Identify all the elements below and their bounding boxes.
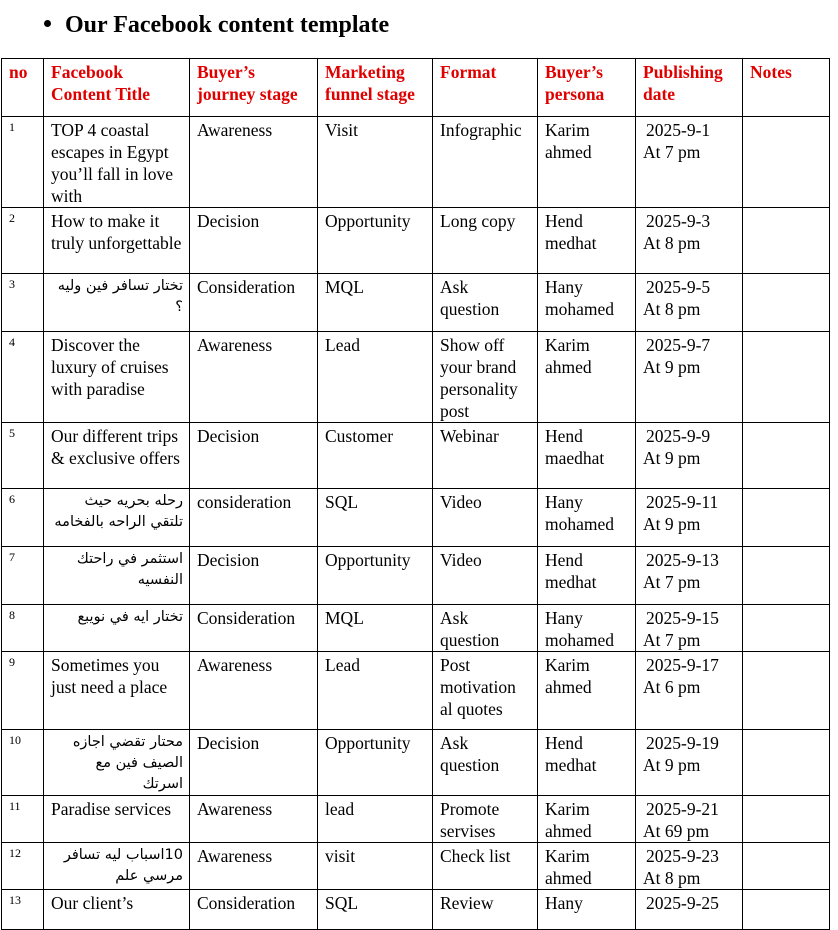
content-title-cell: How to make it truly unforgettable: [44, 208, 190, 274]
content-title-text: 10اسباب ليه تسافر مرسي علم: [63, 847, 183, 884]
notes-cell: [743, 843, 830, 890]
journey-stage-cell: Consideration: [190, 890, 318, 930]
table-row: [2, 605, 830, 652]
publish-time: At 7 pm: [643, 572, 701, 592]
persona-cell: Hany: [538, 890, 636, 930]
publishing-date-cell: [636, 605, 743, 652]
notes-cell: [743, 652, 830, 730]
header-row: [2, 59, 830, 117]
funnel-stage-cell: Opportunity: [318, 208, 433, 274]
persona-cell: Hend maedhat: [538, 423, 636, 489]
persona-cell: Hend medhat: [538, 547, 636, 605]
content-title-cell: [44, 489, 190, 547]
row-number-cell: 13: [2, 890, 44, 930]
journey-stage-cell: Awareness: [190, 796, 318, 843]
format-cell: Ask question: [433, 605, 538, 652]
format-cell: Check list: [433, 843, 538, 890]
notes-cell: [743, 208, 830, 274]
journey-stage-cell: Decision: [190, 730, 318, 796]
col-header-no: no: [2, 59, 44, 117]
funnel-stage-cell: SQL: [318, 890, 433, 930]
funnel-stage-cell: Customer: [318, 423, 433, 489]
content-title-text: تختار ايه في نويبع: [77, 609, 183, 625]
journey-stage-cell: Awareness: [190, 843, 318, 890]
persona-cell: Hany mohamed: [538, 605, 636, 652]
publish-time: At 6 pm: [643, 677, 701, 697]
publish-time: At 8 pm: [643, 868, 701, 888]
persona-cell: Hany mohamed: [538, 274, 636, 332]
publish-time: At 9 pm: [643, 448, 701, 468]
journey-stage-cell: Consideration: [190, 605, 318, 652]
funnel-stage-cell: MQL: [318, 274, 433, 332]
publish-date: 2025-9-9: [646, 426, 711, 446]
format-cell: Long copy: [433, 208, 538, 274]
persona-cell: Karim ahmed: [538, 796, 636, 843]
col-header-journey: Buyer’s journey stage: [190, 59, 318, 117]
table-row: [2, 890, 830, 930]
table-body: [2, 117, 830, 930]
table-row: [2, 208, 830, 274]
funnel-stage-cell: Lead: [318, 652, 433, 730]
publishing-date-cell: [636, 547, 743, 605]
content-title-cell: Paradise services: [44, 796, 190, 843]
journey-stage-cell: Awareness: [190, 652, 318, 730]
publish-date: 2025-9-23: [646, 846, 719, 866]
format-cell: Video: [433, 547, 538, 605]
content-title-cell: Discover the luxury of cruises with paradise: [44, 332, 190, 423]
content-title-text: تختار تسافر فين وليه ؟: [57, 278, 183, 315]
table-row: [2, 796, 830, 843]
persona-cell: Hend medhat: [538, 208, 636, 274]
funnel-stage-cell: lead: [318, 796, 433, 843]
publishing-date-cell: [636, 332, 743, 423]
publish-date: 2025-9-3: [646, 211, 711, 231]
publish-date: 2025-9-17: [646, 655, 719, 675]
publishing-date-cell: [636, 796, 743, 843]
publish-date: 2025-9-1: [646, 120, 711, 140]
row-number-cell: 7: [2, 547, 44, 605]
publishing-date-cell: [636, 208, 743, 274]
col-header-notes: Notes: [743, 59, 830, 117]
content-title-cell: [44, 274, 190, 332]
publish-date: 2025-9-19: [646, 733, 719, 753]
col-header-title: Facebook Content Title: [44, 59, 190, 117]
publishing-date-cell: [636, 843, 743, 890]
funnel-stage-cell: Lead: [318, 332, 433, 423]
row-number-cell: 9: [2, 652, 44, 730]
row-number-cell: 2: [2, 208, 44, 274]
format-cell: Ask question: [433, 274, 538, 332]
funnel-stage-cell: SQL: [318, 489, 433, 547]
persona-cell: Hany mohamed: [538, 489, 636, 547]
content-title-text: محتار تقضي اجازه الصيف فين مع اسرتك: [72, 734, 183, 792]
table-row: [2, 730, 830, 796]
publish-time: At 8 pm: [643, 233, 701, 253]
row-number-cell: 8: [2, 605, 44, 652]
persona-cell: Karim ahmed: [538, 117, 636, 208]
row-number-cell: 5: [2, 423, 44, 489]
persona-cell: Karim ahmed: [538, 332, 636, 423]
col-header-funnel: Marketing funnel stage: [318, 59, 433, 117]
publish-date: 2025-9-21: [646, 799, 719, 819]
funnel-stage-cell: Opportunity: [318, 547, 433, 605]
content-title-cell: [44, 547, 190, 605]
publishing-date-cell: [636, 890, 743, 930]
publish-date: 2025-9-5: [646, 277, 711, 297]
publishing-date-cell: [636, 489, 743, 547]
notes-cell: [743, 332, 830, 423]
persona-cell: Karim ahmed: [538, 843, 636, 890]
content-title-cell: [44, 843, 190, 890]
row-number-cell: 6: [2, 489, 44, 547]
row-number-cell: 12: [2, 843, 44, 890]
journey-stage-cell: Awareness: [190, 117, 318, 208]
persona-cell: Karim ahmed: [538, 652, 636, 730]
publish-time: At 9 pm: [643, 755, 701, 775]
table-row: [2, 423, 830, 489]
publishing-date-cell: [636, 117, 743, 208]
content-title-cell: [44, 605, 190, 652]
table-row: [2, 489, 830, 547]
journey-stage-cell: Decision: [190, 208, 318, 274]
publish-date: 2025-9-11: [646, 492, 719, 512]
row-number-cell: 1: [2, 117, 44, 208]
publish-time: At 69 pm: [643, 821, 710, 841]
row-number-cell: 11: [2, 796, 44, 843]
heading-text: Our Facebook content template: [65, 12, 390, 38]
content-title-text: استثمر في راحتك النفسيه: [76, 551, 183, 588]
notes-cell: [743, 796, 830, 843]
publish-date: 2025-9-7: [646, 335, 711, 355]
journey-stage-cell: Consideration: [190, 274, 318, 332]
notes-cell: [743, 423, 830, 489]
publish-time: At 7 pm: [643, 630, 701, 650]
row-number-cell: 3: [2, 274, 44, 332]
format-cell: Show off your brand personality post: [433, 332, 538, 423]
funnel-stage-cell: Visit: [318, 117, 433, 208]
table-row: [2, 652, 830, 730]
table-row: [2, 547, 830, 605]
funnel-stage-cell: MQL: [318, 605, 433, 652]
format-cell: Post motivation al quotes: [433, 652, 538, 730]
format-cell: Infographic: [433, 117, 538, 208]
publishing-date-cell: [636, 274, 743, 332]
publish-date: 2025-9-13: [646, 550, 719, 570]
content-title-cell: Our client’s: [44, 890, 190, 930]
publish-time: At 8 pm: [643, 299, 701, 319]
col-header-format: Format: [433, 59, 538, 117]
bullet-icon: [44, 20, 51, 27]
notes-cell: [743, 547, 830, 605]
journey-stage-cell: Awareness: [190, 332, 318, 423]
page-heading: [44, 12, 389, 39]
content-template-table: [1, 58, 830, 930]
col-header-persona: Buyer’s persona: [538, 59, 636, 117]
table-row: [2, 843, 830, 890]
funnel-stage-cell: Opportunity: [318, 730, 433, 796]
table-row: [2, 332, 830, 423]
persona-cell: Hend medhat: [538, 730, 636, 796]
notes-cell: [743, 890, 830, 930]
publishing-date-cell: [636, 652, 743, 730]
notes-cell: [743, 605, 830, 652]
format-cell: Webinar: [433, 423, 538, 489]
journey-stage-cell: Decision: [190, 547, 318, 605]
publish-date: 2025-9-25: [646, 893, 719, 913]
format-cell: Promote servises: [433, 796, 538, 843]
content-title-cell: Sometimes you just need a place: [44, 652, 190, 730]
notes-cell: [743, 730, 830, 796]
format-cell: Video: [433, 489, 538, 547]
journey-stage-cell: consideration: [190, 489, 318, 547]
publish-time: At 9 pm: [643, 357, 701, 377]
notes-cell: [743, 489, 830, 547]
publishing-date-cell: [636, 423, 743, 489]
publishing-date-cell: [636, 730, 743, 796]
table-row: [2, 274, 830, 332]
funnel-stage-cell: visit: [318, 843, 433, 890]
row-number-cell: 10: [2, 730, 44, 796]
table-row: [2, 117, 830, 208]
publish-time: At 9 pm: [643, 514, 701, 534]
publish-date: 2025-9-15: [646, 608, 719, 628]
content-title-cell: [44, 730, 190, 796]
notes-cell: [743, 274, 830, 332]
journey-stage-cell: Decision: [190, 423, 318, 489]
row-number-cell: 4: [2, 332, 44, 423]
content-title-cell: Our different trips & exclusive offers: [44, 423, 190, 489]
notes-cell: [743, 117, 830, 208]
col-header-date: Publishing date: [636, 59, 743, 117]
format-cell: Ask question: [433, 730, 538, 796]
format-cell: Review: [433, 890, 538, 930]
content-title-cell: TOP 4 coastal escapes in Egypt you’ll fall in love with: [44, 117, 190, 208]
content-title-text: رحله بحريه حيث تلتقي الراحه بالفخامه: [54, 493, 183, 530]
publish-time: At 7 pm: [643, 142, 701, 162]
